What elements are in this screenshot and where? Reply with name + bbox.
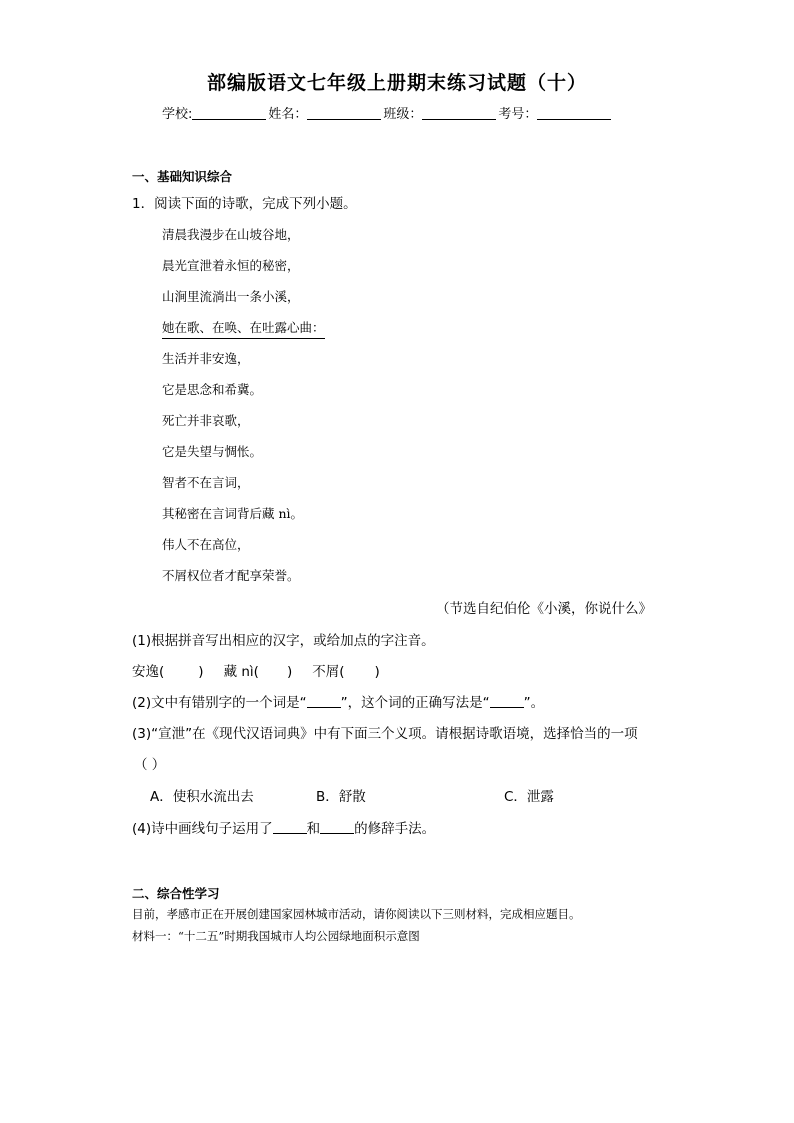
class-blank[interactable] [422, 107, 496, 120]
answer-blank[interactable] [273, 821, 307, 834]
page-title: 部编版语文七年级上册期末练习试题（十） [206, 72, 587, 94]
poem-line: 死亡并非哀歌， [162, 413, 250, 428]
subquestion-3: (3)“宣泄”在《现代汉语词典》中有下面三个义项。请根据诗歌语境，选择恰当的一项 [132, 726, 638, 742]
poem-line-underlined: 她在歌、在唤、在吐露心曲： [162, 318, 325, 339]
subquestion-4 [132, 817, 435, 837]
poem-line: 山涧里流淌出一条小溪， [162, 289, 300, 304]
answer-blank[interactable] [320, 821, 354, 834]
answer-blank[interactable] [490, 695, 524, 708]
section1-heading: 一、基础知识综合 [132, 169, 233, 184]
school-blank[interactable] [192, 107, 266, 120]
poem-line: 清晨我漫步在山坡谷地， [162, 227, 300, 242]
subquestion-2 [132, 691, 544, 711]
item-label: 安逸( [132, 664, 165, 680]
poem-line: 它是失望与惆怅。 [162, 444, 263, 459]
option-b[interactable]: B．舒散 [316, 789, 366, 805]
poem-line: 它是思念和希冀。 [162, 382, 263, 397]
poem-line: 生活并非安逸， [162, 351, 250, 366]
option-a[interactable]: A．使积水流出去 [150, 789, 254, 805]
school-label: 学校: [162, 107, 193, 122]
answer-paren[interactable]: （ ） [134, 757, 166, 773]
item-label: 藏 nì( [223, 664, 259, 680]
poem-line: 伟人不在高位， [162, 537, 250, 552]
section2-intro: 目前，孝感市正在开展创建国家园林城市活动，请你阅读以下三则材料，完成相应题目。 [132, 907, 581, 921]
poem-line: 不屑权位者才配享荣誉。 [162, 568, 300, 583]
sub4-text-b: 和 [306, 821, 321, 837]
sub2-text-c: ”。 [523, 695, 545, 711]
sub2-text-b: ”，这个词的正确写法是“ [340, 695, 490, 711]
exam-no-blank[interactable] [537, 107, 611, 120]
item-paren: ) [198, 664, 204, 680]
student-info-line [162, 103, 613, 122]
option-c[interactable]: C．泄露 [504, 789, 554, 805]
subquestion-1-items [132, 660, 380, 680]
poem-line: 其秘密在言词背后藏 nì。 [162, 506, 304, 521]
sub4-text-c: 的修辞手法。 [354, 821, 436, 837]
item-paren: ) [286, 664, 293, 680]
question1-prompt: 1．阅读下面的诗歌，完成下列小题。 [132, 196, 357, 212]
subquestion-1: (1)根据拼音写出相应的汉字，或给加点的字注音。 [132, 633, 435, 649]
class-label: 班级： [383, 107, 423, 122]
name-blank[interactable] [307, 107, 381, 120]
item-paren: ) [374, 664, 380, 680]
exam-no-label: 考号： [498, 107, 538, 122]
sub4-text-a: (4)诗中画线句子运用了 [132, 821, 273, 837]
poem-source: （节选自纪伯伦《小溪，你说什么》 [436, 601, 652, 617]
answer-blank[interactable] [307, 695, 341, 708]
sub2-text-a: (2)文中有错别字的一个词是“ [132, 695, 307, 711]
poem-line: 智者不在言词， [162, 475, 250, 490]
item-label: 不屑( [312, 664, 345, 680]
poem-line: 晨光宣泄着永恒的秘密， [162, 258, 300, 273]
name-label: 姓名： [268, 107, 308, 122]
material-one-caption: 材料一：“十二五”时期我国城市人均公园绿地面积示意图 [132, 929, 420, 943]
section2-heading: 二、综合性学习 [132, 886, 220, 901]
